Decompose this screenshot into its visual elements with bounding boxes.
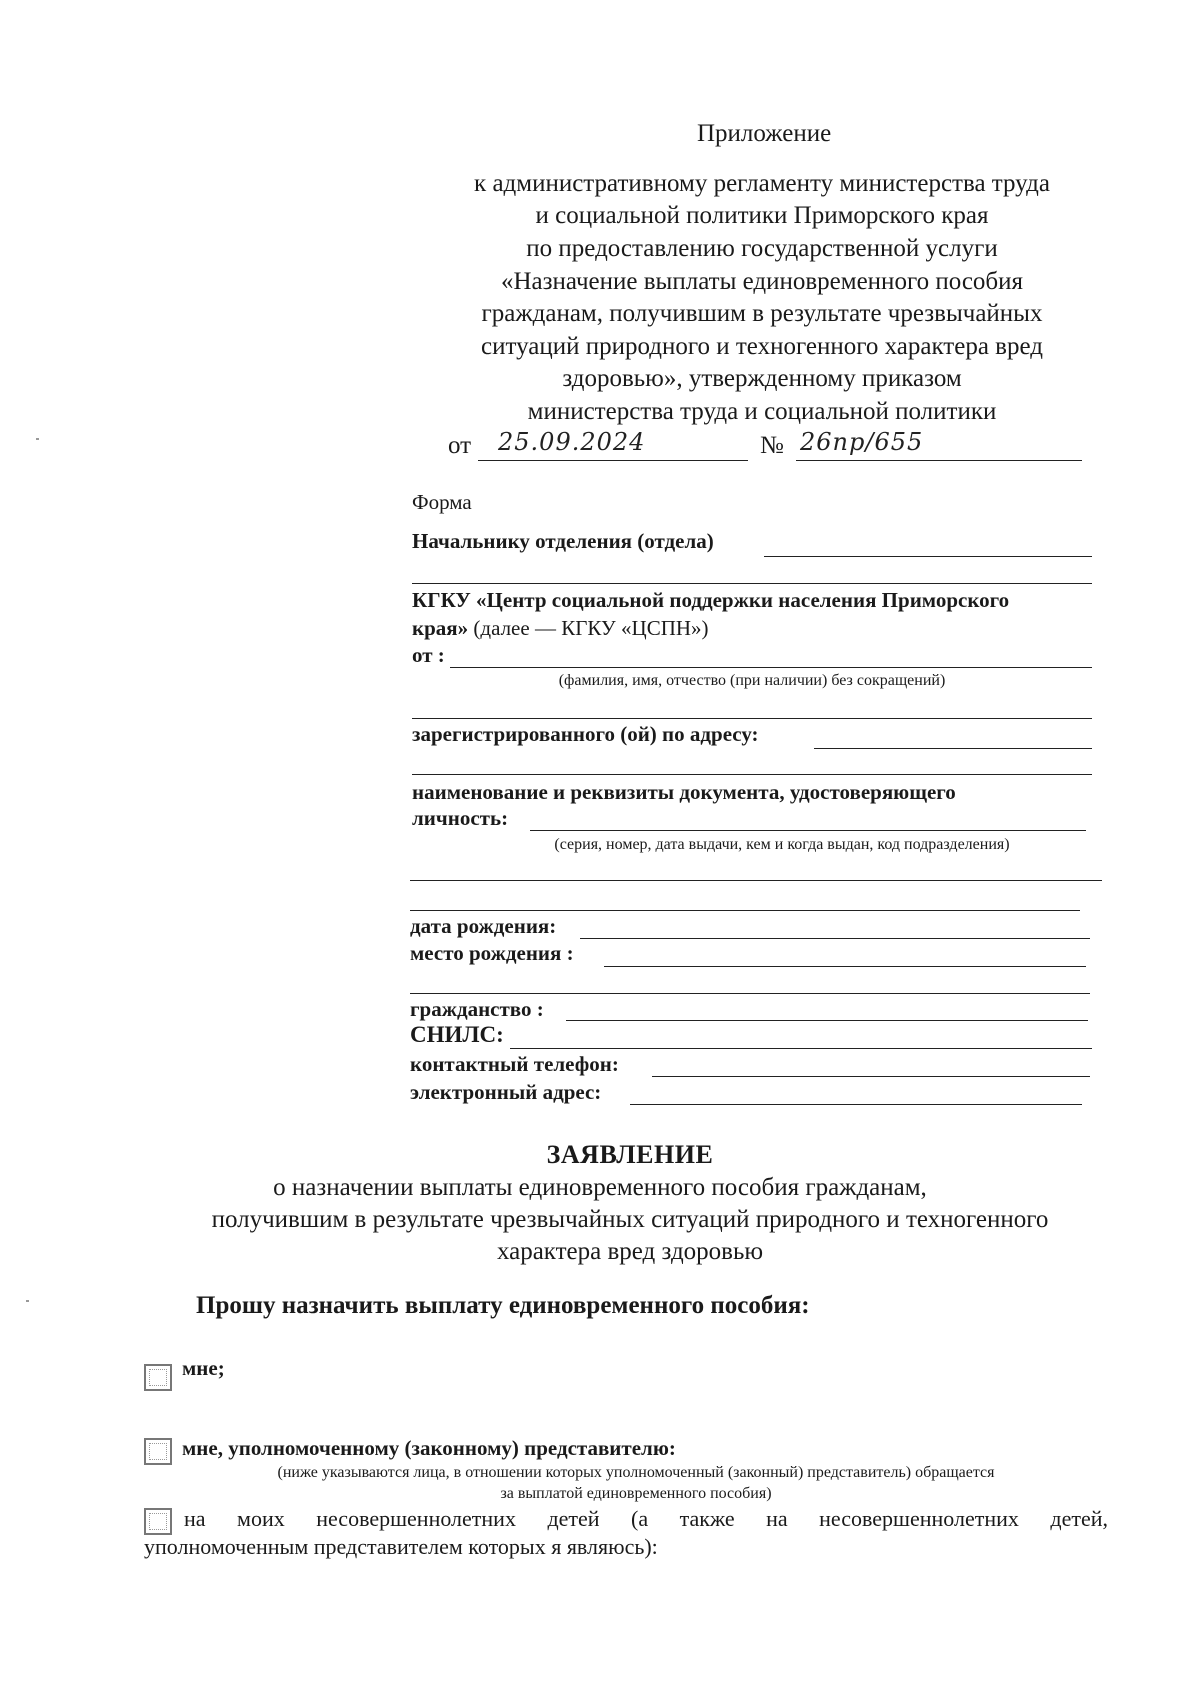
fio-field-2[interactable] (412, 718, 1092, 719)
statement-subtitle-2: получившим в результате чрезвычайных ситуаций природного и техногенного (211, 1206, 1049, 1233)
appendix-line-5: гражданам, получившим в результате чрезвычайных (481, 300, 1043, 327)
option-self-checkbox[interactable] (144, 1364, 172, 1391)
number-prefix: № (760, 432, 784, 459)
statement-subtitle-3: характера вред здоровью (496, 1238, 764, 1265)
option-children-text-2: уполномоченным представителем которых я являюсь): (144, 1534, 658, 1559)
id-document-field[interactable] (530, 830, 1086, 831)
number-underline (796, 460, 1082, 461)
birth-place-field[interactable] (604, 966, 1086, 967)
appendix-line-8: министерства труда и социальной политики (527, 398, 997, 425)
fio-field[interactable] (450, 667, 1092, 668)
head-of-department-field[interactable] (764, 556, 1092, 557)
id-document-hint: (серия, номер, дата выдачи, кем и когда выдан, код подразделения) (554, 836, 1010, 853)
option-representative-label: мне, уполномоченному (законному) представителю: (182, 1436, 676, 1460)
id-document-field-2[interactable] (410, 880, 1102, 881)
option-children-text-1: на моих несовершеннолетних детей (а также на несовершеннолетних детей, (184, 1506, 1108, 1531)
citizenship-field[interactable] (566, 1020, 1088, 1021)
birth-date-field[interactable] (580, 938, 1090, 939)
agency-name-abbr: (далее — КГКУ «ЦСПН») (468, 616, 709, 640)
head-of-department-field-2[interactable] (412, 583, 1092, 584)
statement-subtitle-1: о назначении выплаты единовременного пособия гражданам, (273, 1174, 927, 1201)
date-prefix: от (448, 432, 472, 459)
appendix-title: Приложение (697, 120, 832, 147)
phone-label: контактный телефон: (410, 1052, 619, 1076)
appendix-line-4: «Назначение выплаты единовременного пособия (500, 268, 1024, 295)
fio-hint: (фамилия, имя, отчество (при наличии) без сокращений) (558, 672, 946, 689)
email-field[interactable] (630, 1104, 1082, 1105)
from-label: от : (412, 643, 445, 667)
snils-label: СНИЛС: (410, 1022, 504, 1047)
email-label: электронный адрес: (410, 1080, 602, 1104)
option-representative-checkbox[interactable] (144, 1438, 172, 1465)
snils-field[interactable] (510, 1048, 1092, 1049)
address-label: зарегистрированного (ой) по адресу: (412, 722, 759, 746)
id-document-field-3[interactable] (410, 910, 1080, 911)
appendix-line-2: и социальной политики Приморского края (535, 202, 989, 229)
phone-field[interactable] (652, 1076, 1090, 1077)
date-handwritten: 25.09.2024 (498, 428, 646, 456)
id-document-label-2: личность: (412, 806, 509, 830)
agency-name-line-2 (412, 616, 709, 641)
number-handwritten: 26пр/655 (800, 428, 924, 456)
statement-title: ЗАЯВЛЕНИЕ (546, 1140, 714, 1169)
agency-name-bold: края» (412, 616, 469, 640)
head-of-department-label: Начальнику отделения (отдела) (412, 529, 714, 553)
request-heading: Прошу назначить выплату единовременного пособия: (196, 1292, 810, 1319)
form-label: Форма (412, 490, 472, 514)
option-self-label: мне; (182, 1356, 225, 1380)
citizenship-label: гражданство : (410, 997, 544, 1021)
birth-date-label: дата рождения: (410, 914, 557, 938)
address-field-2[interactable] (412, 774, 1092, 775)
agency-name-line-1: КГКУ «Центр социальной поддержки населения Приморского (412, 588, 1010, 612)
birth-place-field-2[interactable] (410, 993, 1090, 994)
option-representative-hint-2: за выплатой единовременного пособия) (500, 1485, 772, 1502)
date-underline (478, 460, 748, 461)
appendix-line-7: здоровью», утвержденному приказом (562, 365, 962, 392)
option-children-checkbox[interactable] (144, 1508, 172, 1535)
id-document-label-1: наименование и реквизиты документа, удостоверяющего (412, 780, 956, 804)
option-representative-hint-1: (ниже указываются лица, в отношении которых уполномоченный (законный) представитель) обращается (277, 1464, 995, 1481)
appendix-line-3: по предоставлению государственной услуги (526, 235, 998, 262)
birth-place-label: место рождения : (410, 941, 574, 965)
appendix-line-1: к административному регламенту министерства труда (474, 170, 1050, 197)
appendix-line-6: ситуаций природного и техногенного характера вред (481, 333, 1043, 360)
address-field[interactable] (814, 748, 1092, 749)
